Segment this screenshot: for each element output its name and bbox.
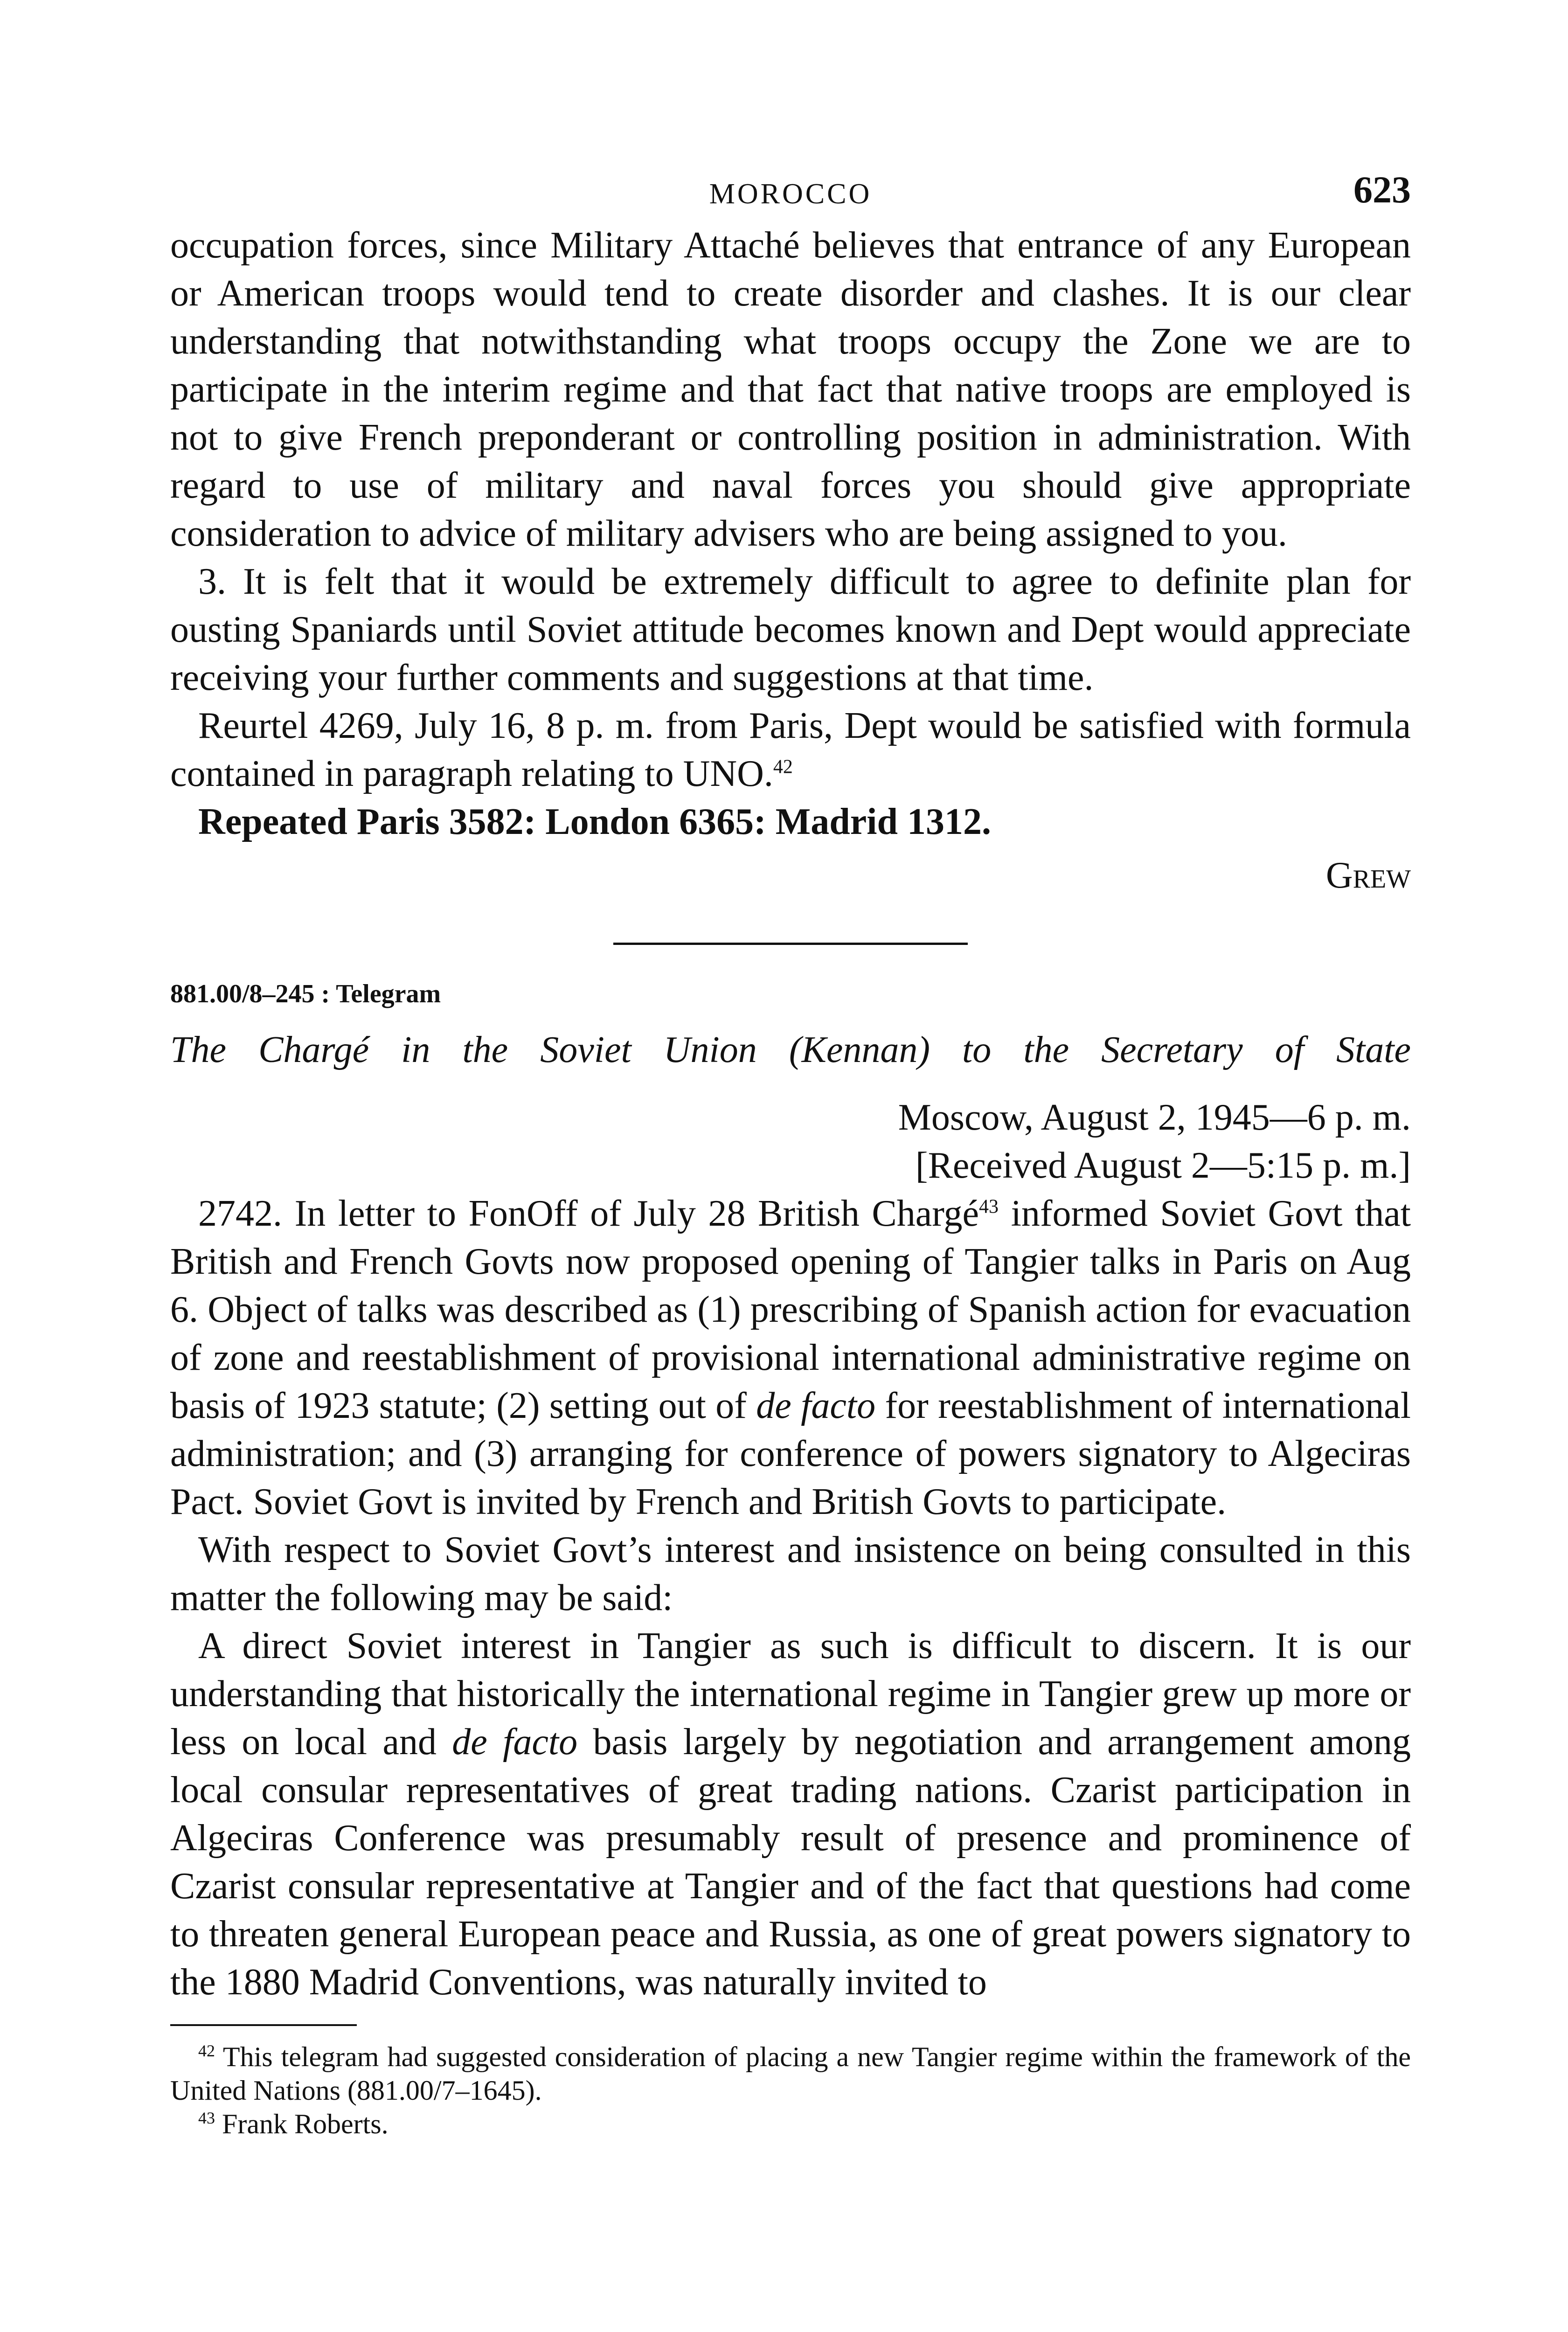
footnotes <box>170 2040 1411 2141</box>
document-page <box>170 166 1411 2141</box>
de-facto-1: de facto <box>756 1385 876 1426</box>
footnote-42-mark: 42 <box>198 2041 215 2060</box>
paragraph-3: 3. It is felt that it would be extremely difficult to agree to definite plan for ousting Spaniards until Soviet attitude becomes known and Dept would appreciate receiving your further comments and suggestions at that time. <box>170 561 1411 698</box>
footnote-ref-43: 43 <box>979 1196 999 1218</box>
signature-grew: Grew <box>1325 855 1411 896</box>
running-head: MOROCCO <box>709 178 872 210</box>
telegram-title: The Chargé in the Soviet Union (Kennan) to the Secretary of State <box>170 1029 1411 1070</box>
body-paragraph-2: With respect to Soviet Govt’s interest and insistence on being consulted in this matter the following may be said: <box>170 1529 1411 1618</box>
footnote-43-mark: 43 <box>198 2109 215 2127</box>
paragraph-repeated: Repeated Paris 3582: London 6365: Madrid 1312. <box>198 801 991 842</box>
page-header <box>170 166 1411 222</box>
body-p3-b: basis largely by negotiation and arrangement among local consular representatives of great trading nations. Czarist participation in Algeciras Conference was presumably result of presence and prominence of Czarist consular representative at Tangier and of the fact that questions had come to threaten general European peace and Russia, as one of great powers signatory to the 1880 Madrid Conventions, was naturally invited to <box>170 1721 1411 2003</box>
body-paragraph-1 <box>170 1190 1411 1526</box>
page-number: 623 <box>1353 168 1411 211</box>
footnote-divider <box>170 2024 357 2026</box>
body-p3-a: A direct Soviet interest in Tangier as such is difficult to discern. It is our understanding that historically the international regime in Tangier grew up more or less on local and <box>170 1625 1411 1763</box>
footnote-42-text: This telegram had suggested consideration of placing a new Tangier regime within the framework of the United Nations (881.00/7–1645). <box>170 2041 1411 2106</box>
dateline: Moscow, August 2, 1945—6 p. m. <box>898 1097 1411 1138</box>
body-p1-c: for reestablishment of international administration; and (3) arranging for conference of powers signatory to Algeciras Pact. Soviet Govt is invited by French and British Govts to participate. <box>170 1385 1411 1522</box>
body-p1-a: 2742. In letter to FonOff of July 28 British Chargé <box>198 1193 979 1234</box>
paragraph-continuation: occupation forces, since Military Attaché believes that entrance of any European or American troops would tend to create disorder and clashes. It is our clear understanding that notwithstanding what troops occupy the Zone we are to participate in the interim regime and that fact that native troops are employed is not to give French preponderant or controlling position in administration. With regard to use of military and naval forces you should give appropriate consideration to advice of military advisers who are being assigned to you. <box>170 225 1411 554</box>
footnote-43 <box>170 2107 1411 2141</box>
file-reference: 881.00/8–245 : Telegram <box>170 979 441 1008</box>
paragraph-reurtel <box>170 702 1411 798</box>
footnote-ref-42: 42 <box>773 756 793 778</box>
received-line: [Received August 2—5:15 p. m.] <box>915 1145 1411 1186</box>
body-p1-b: informed Soviet Govt that British and French Govts now proposed opening of Tangier talks in Paris on Aug 6. Object of talks was described as (1) prescribing of Spanish action for evacuation of zone and reestablishment of provisional international administrative regime on basis of 1923 statute; (2) setting out of <box>170 1193 1411 1426</box>
section-divider <box>613 943 968 945</box>
reurtel-text: Reurtel 4269, July 16, 8 p. m. from Paris, Dept would be satisfied with formula contained in paragraph relating to UNO. <box>170 705 1411 794</box>
body-paragraph-3 <box>170 1622 1411 2006</box>
de-facto-2: de facto <box>452 1721 578 1763</box>
footnote-43-text: Frank Roberts. <box>215 2109 389 2139</box>
footnote-42 <box>170 2040 1411 2107</box>
